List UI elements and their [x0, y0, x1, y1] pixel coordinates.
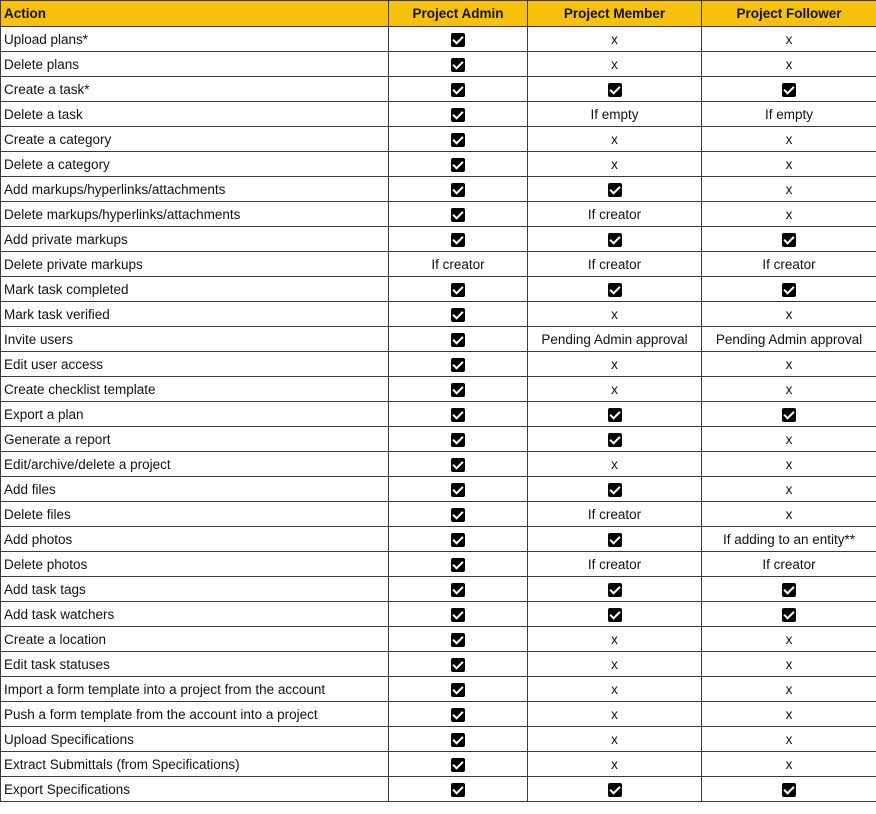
checkbox-checked-icon [451, 133, 465, 147]
permission-cell-admin [389, 677, 528, 702]
checkbox-checked-icon [451, 758, 465, 772]
permission-cell-follower: If creator [702, 252, 876, 277]
checkbox-checked-icon [451, 558, 465, 572]
permission-cell-admin [389, 102, 528, 127]
action-cell: Add private markups [1, 227, 389, 252]
permission-cell-admin [389, 227, 528, 252]
table-row [1, 477, 876, 502]
checkbox-checked-icon [451, 433, 465, 447]
permission-cell-follower: x [702, 477, 876, 502]
checkbox-checked-icon [451, 308, 465, 322]
checkbox-checked-icon [608, 608, 622, 622]
action-cell: Create a category [1, 127, 389, 152]
permission-cell-follower: x [702, 377, 876, 402]
checkbox-checked-icon [451, 383, 465, 397]
permission-cell-member [528, 402, 702, 427]
permission-cell-member: If creator [528, 502, 702, 527]
permission-cell-admin [389, 302, 528, 327]
permission-cell-follower: x [702, 502, 876, 527]
permission-cell-member: x [528, 52, 702, 77]
permission-cell-admin [389, 377, 528, 402]
permission-cell-member [528, 477, 702, 502]
permission-cell-member [528, 77, 702, 102]
checkbox-checked-icon [451, 233, 465, 247]
permission-cell-follower: If empty [702, 102, 876, 127]
permission-cell-member: If creator [528, 202, 702, 227]
permission-cell-member: x [528, 452, 702, 477]
permission-cell-admin [389, 777, 528, 802]
checkbox-checked-icon [451, 608, 465, 622]
table-row [1, 377, 876, 402]
checkbox-checked-icon [608, 783, 622, 797]
checkbox-checked-icon [782, 283, 796, 297]
table-row [1, 252, 876, 277]
action-cell: Import a form template into a project from the account [1, 677, 389, 702]
permission-cell-admin [389, 602, 528, 627]
action-cell: Create a task* [1, 77, 389, 102]
action-cell: Push a form template from the account into a project [1, 702, 389, 727]
permission-cell-admin [389, 652, 528, 677]
action-cell: Delete photos [1, 552, 389, 577]
action-cell: Add task tags [1, 577, 389, 602]
action-cell: Mark task verified [1, 302, 389, 327]
action-cell: Delete a category [1, 152, 389, 177]
checkbox-checked-icon [782, 83, 796, 97]
permission-cell-follower: x [702, 302, 876, 327]
permission-cell-follower: x [702, 452, 876, 477]
permission-cell-admin [389, 752, 528, 777]
permission-cell-admin [389, 702, 528, 727]
permission-cell-admin [389, 402, 528, 427]
header-project-admin: Project Admin [389, 1, 528, 27]
header-row [1, 1, 876, 27]
permission-cell-follower: x [702, 652, 876, 677]
permission-cell-member: x [528, 27, 702, 52]
permission-cell-admin [389, 727, 528, 752]
action-cell: Create a location [1, 627, 389, 652]
table-row [1, 777, 876, 802]
action-cell: Generate a report [1, 427, 389, 452]
permission-cell-follower: x [702, 52, 876, 77]
permission-cell-admin [389, 202, 528, 227]
action-cell: Edit user access [1, 352, 389, 377]
action-cell: Add task watchers [1, 602, 389, 627]
permission-cell-admin [389, 477, 528, 502]
checkbox-checked-icon [782, 233, 796, 247]
permission-cell-member [528, 777, 702, 802]
table-row [1, 677, 876, 702]
permission-cell-follower: If creator [702, 552, 876, 577]
action-cell: Add files [1, 477, 389, 502]
permission-cell-member [528, 177, 702, 202]
permission-cell-member [528, 227, 702, 252]
table-row [1, 602, 876, 627]
table-row [1, 27, 876, 52]
checkbox-checked-icon [451, 483, 465, 497]
action-cell: Delete a task [1, 102, 389, 127]
table-row [1, 402, 876, 427]
permission-cell-admin [389, 52, 528, 77]
permission-cell-admin [389, 327, 528, 352]
permission-cell-follower [702, 777, 876, 802]
permission-cell-member: x [528, 752, 702, 777]
table-row [1, 352, 876, 377]
checkbox-checked-icon [451, 583, 465, 597]
permission-cell-member [528, 277, 702, 302]
table-row [1, 52, 876, 77]
permission-cell-admin [389, 152, 528, 177]
table-body [1, 27, 876, 802]
permission-cell-admin [389, 127, 528, 152]
checkbox-checked-icon [608, 233, 622, 247]
permission-cell-member [528, 527, 702, 552]
permission-cell-follower: x [702, 27, 876, 52]
checkbox-checked-icon [782, 608, 796, 622]
action-cell: Create checklist template [1, 377, 389, 402]
table-row [1, 202, 876, 227]
table-row [1, 327, 876, 352]
permission-cell-member: x [528, 377, 702, 402]
permission-cell-member: x [528, 302, 702, 327]
table-row [1, 627, 876, 652]
permission-cell-follower: x [702, 177, 876, 202]
action-cell: Extract Submittals (from Specifications) [1, 752, 389, 777]
permission-cell-follower: If adding to an entity** [702, 527, 876, 552]
checkbox-checked-icon [608, 583, 622, 597]
checkbox-checked-icon [451, 158, 465, 172]
table-row [1, 752, 876, 777]
table-row [1, 102, 876, 127]
action-cell: Delete plans [1, 52, 389, 77]
checkbox-checked-icon [451, 708, 465, 722]
table-row [1, 177, 876, 202]
permission-cell-follower: x [702, 627, 876, 652]
checkbox-checked-icon [451, 633, 465, 647]
permission-cell-member [528, 577, 702, 602]
checkbox-checked-icon [451, 58, 465, 72]
checkbox-checked-icon [782, 408, 796, 422]
permission-cell-admin: If creator [389, 252, 528, 277]
permission-cell-member: If creator [528, 552, 702, 577]
header-action: Action [1, 1, 389, 27]
permission-cell-member [528, 602, 702, 627]
permission-cell-member: x [528, 727, 702, 752]
permission-cell-follower: x [702, 127, 876, 152]
permission-cell-member: If empty [528, 102, 702, 127]
checkbox-checked-icon [782, 583, 796, 597]
permission-cell-member: x [528, 627, 702, 652]
permission-cell-admin [389, 577, 528, 602]
permission-cell-follower [702, 402, 876, 427]
table-row [1, 702, 876, 727]
table-row [1, 727, 876, 752]
table-row [1, 277, 876, 302]
permission-cell-follower: x [702, 752, 876, 777]
checkbox-checked-icon [608, 408, 622, 422]
table-row [1, 527, 876, 552]
checkbox-checked-icon [451, 683, 465, 697]
action-cell: Upload Specifications [1, 727, 389, 752]
checkbox-checked-icon [608, 483, 622, 497]
permission-cell-admin [389, 77, 528, 102]
checkbox-checked-icon [782, 783, 796, 797]
checkbox-checked-icon [451, 83, 465, 97]
action-cell: Delete files [1, 502, 389, 527]
table-row [1, 552, 876, 577]
permission-cell-follower: x [702, 427, 876, 452]
action-cell: Add photos [1, 527, 389, 552]
header-project-member: Project Member [528, 1, 702, 27]
table-row [1, 302, 876, 327]
permission-cell-follower [702, 577, 876, 602]
permission-cell-follower [702, 227, 876, 252]
permission-cell-follower: x [702, 727, 876, 752]
checkbox-checked-icon [451, 283, 465, 297]
checkbox-checked-icon [608, 433, 622, 447]
permission-cell-admin [389, 177, 528, 202]
permission-cell-member: x [528, 152, 702, 177]
permission-cell-member: x [528, 127, 702, 152]
action-cell: Upload plans* [1, 27, 389, 52]
checkbox-checked-icon [451, 508, 465, 522]
checkbox-checked-icon [451, 408, 465, 422]
permission-cell-admin [389, 452, 528, 477]
action-cell: Edit/archive/delete a project [1, 452, 389, 477]
permission-cell-admin [389, 427, 528, 452]
checkbox-checked-icon [451, 333, 465, 347]
permission-cell-admin [389, 552, 528, 577]
permission-cell-follower [702, 277, 876, 302]
checkbox-checked-icon [451, 358, 465, 372]
permission-cell-member: x [528, 677, 702, 702]
permission-cell-follower: x [702, 152, 876, 177]
permission-cell-admin [389, 277, 528, 302]
table-row [1, 652, 876, 677]
header-project-follower: Project Follower [702, 1, 876, 27]
action-cell: Mark task completed [1, 277, 389, 302]
permission-cell-follower: Pending Admin approval [702, 327, 876, 352]
permission-cell-member: Pending Admin approval [528, 327, 702, 352]
permission-cell-member: x [528, 652, 702, 677]
action-cell: Edit task statuses [1, 652, 389, 677]
permission-cell-member [528, 427, 702, 452]
permission-cell-member: If creator [528, 252, 702, 277]
checkbox-checked-icon [451, 208, 465, 222]
checkbox-checked-icon [608, 283, 622, 297]
checkbox-checked-icon [451, 783, 465, 797]
table-row [1, 502, 876, 527]
permission-cell-follower: x [702, 202, 876, 227]
action-cell: Export a plan [1, 402, 389, 427]
permission-cell-follower: x [702, 702, 876, 727]
table-row [1, 127, 876, 152]
permission-cell-follower [702, 602, 876, 627]
permission-cell-follower: x [702, 677, 876, 702]
table-row [1, 77, 876, 102]
checkbox-checked-icon [608, 533, 622, 547]
table-row [1, 427, 876, 452]
permission-cell-member: x [528, 702, 702, 727]
permission-cell-follower [702, 77, 876, 102]
permission-cell-admin [389, 502, 528, 527]
checkbox-checked-icon [451, 33, 465, 47]
action-cell: Delete private markups [1, 252, 389, 277]
action-cell: Delete markups/hyperlinks/attachments [1, 202, 389, 227]
checkbox-checked-icon [451, 658, 465, 672]
checkbox-checked-icon [451, 458, 465, 472]
action-cell: Export Specifications [1, 777, 389, 802]
checkbox-checked-icon [451, 733, 465, 747]
action-cell: Invite users [1, 327, 389, 352]
permission-cell-admin [389, 527, 528, 552]
permission-cell-admin [389, 27, 528, 52]
checkbox-checked-icon [608, 183, 622, 197]
table-row [1, 227, 876, 252]
permission-cell-member: x [528, 352, 702, 377]
permission-cell-follower: x [702, 352, 876, 377]
table-row [1, 452, 876, 477]
table-row [1, 152, 876, 177]
permission-cell-admin [389, 352, 528, 377]
action-cell: Add markups/hyperlinks/attachments [1, 177, 389, 202]
checkbox-checked-icon [451, 183, 465, 197]
checkbox-checked-icon [451, 108, 465, 122]
checkbox-checked-icon [451, 533, 465, 547]
table-row [1, 577, 876, 602]
permission-cell-admin [389, 627, 528, 652]
checkbox-checked-icon [608, 83, 622, 97]
